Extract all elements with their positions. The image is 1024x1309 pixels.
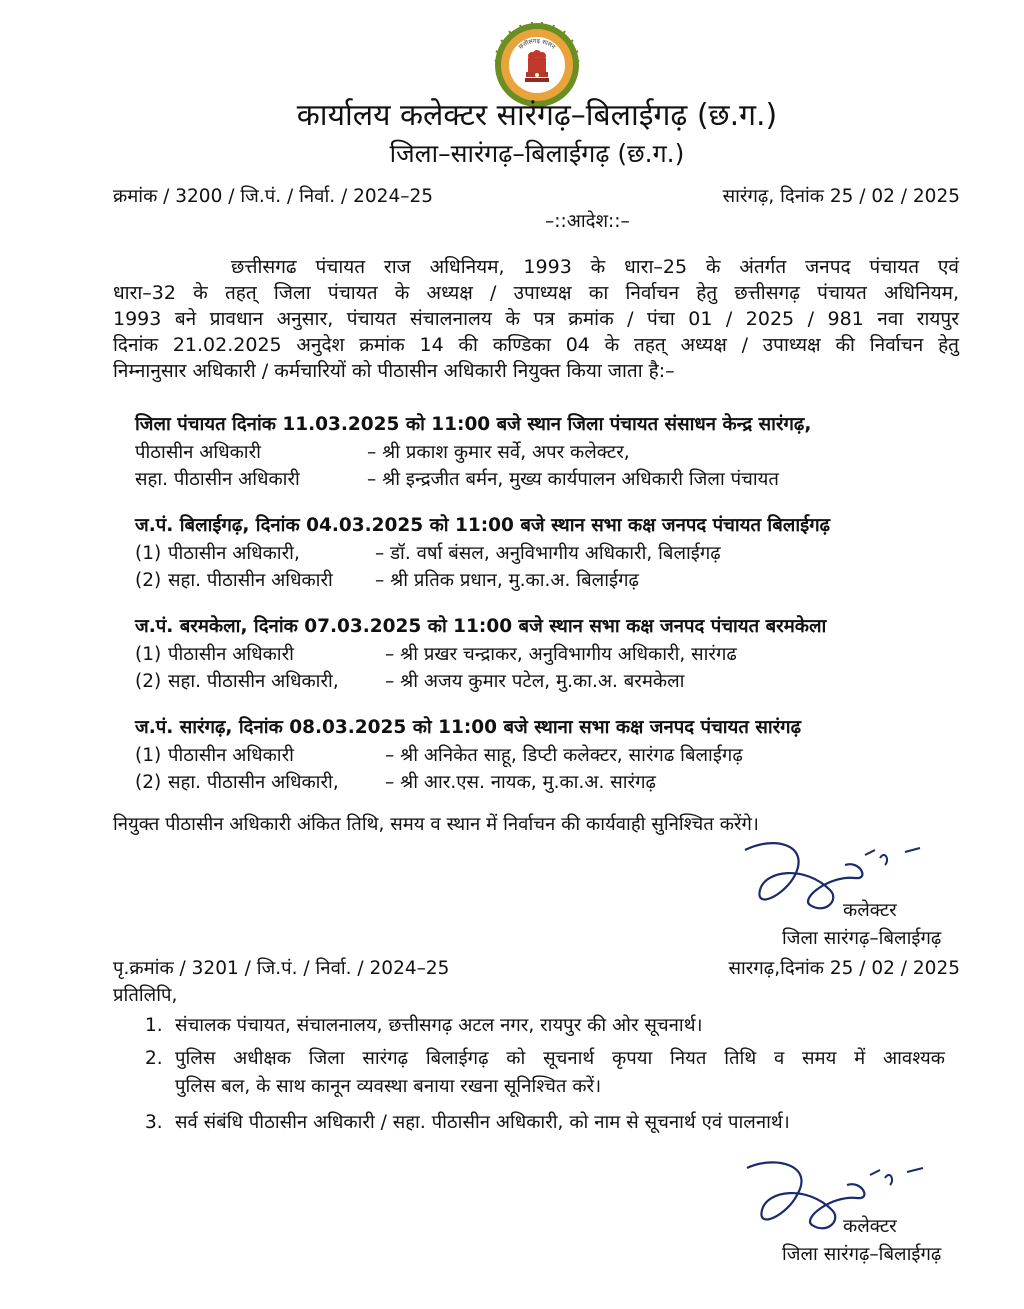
officer-role: सहा. पीठासीन अधिकारी,	[168, 671, 339, 692]
signature-district: जिला सारंगढ़–बिलाईगढ़	[782, 928, 942, 949]
copy-label: प्रतिलिपि,	[113, 985, 178, 1006]
officer-name: – श्री प्रखर चन्द्राकर, अनुविभागीय अधिकारी, सारंगढ	[385, 644, 737, 665]
officer-name: – डॉ. वर्षा बंसल, अनुविभागीय अधिकारी, बिलाईगढ़	[375, 543, 721, 564]
officer-role: पीठासीन अधिकारी,	[168, 543, 300, 564]
officer-role: पीठासीन अधिकारी	[168, 745, 294, 766]
officer-role: पीठासीन अधिकारी	[168, 644, 294, 665]
copy-item-text: सर्व संबंधि पीठासीन अधिकारी / सहा. पीठासीन अधिकारी, को नाम से सूचनार्थ एवं पालनार्थ।	[175, 1112, 790, 1133]
signature-title: कलेक्टर	[843, 1216, 897, 1237]
paragraph-line: दिनांक 21.02.2025 अनुदेश क्रमांक 14 की कण्डिका 04 के तहत् अध्यक्ष / उपाध्यक्ष की निर्वाचन हेतु	[113, 334, 959, 356]
section-heading: जिला पंचायत दिनांक 11.03.2025 को 11:00 बजे स्थान जिला पंचायत संसाधन केन्द्र सारंगढ़,	[135, 414, 812, 435]
officer-name: – श्री आर.एस. नायक, मु.का.अ. सारंगढ़	[385, 772, 656, 793]
copy-item-text: पुलिस बल, के साथ कानून व्यवस्था बनाया रखना सूनिश्चित करें।	[175, 1076, 602, 1097]
paragraph-line: छत्तीसगढ पंचायत राज अधिनियम, 1993 के धारा–25 के अंतर्गत जनपद पंचायत एवं	[231, 256, 959, 278]
copy-item-number: 2.	[145, 1048, 163, 1069]
row-number: (1)	[135, 745, 162, 766]
copy-item-text: पुलिस अधीक्षक जिला सारंगढ़ बिलाईगढ़ को सूचनार्थ कृपया नियत तिथि व समय में आवश्यक	[175, 1048, 945, 1069]
officer-role: सहा. पीठासीन अधिकारी	[168, 570, 333, 591]
officer-role: पीठासीन अधिकारी	[135, 442, 261, 463]
office-title: कार्यालय कलेक्टर सारंगढ़–बिलाईगढ़ (छ.ग.)	[296, 98, 778, 133]
copy-place-date: सारगढ़,दिनांक 25 / 02 / 2025	[728, 958, 960, 979]
officer-name: – श्री अनिकेत साहू, डिप्टी कलेक्टर, सारंगढ बिलाईगढ़	[385, 745, 743, 766]
section-heading: ज.पं. बिलाईगढ़, दिनांक 04.03.2025 को 11:00 बजे स्थान सभा कक्ष जनपद पंचायत बिलाईगढ़	[135, 515, 831, 536]
row-number: (2)	[135, 671, 162, 692]
paragraph-line: 1993 बने प्रावधान अनुसार, पंचायत संचालनालय के पत्र क्रमांक / पंचा 01 / 2025 / 981 नवा रायपुर	[113, 308, 959, 330]
signature-title: कलेक्टर	[843, 900, 897, 921]
paragraph-line: धारा–32 के तहत् जिला पंचायत के अध्यक्ष / उपाध्यक्ष का निर्वाचन हेतु छत्तीसगढ़ पंचायत अधिनियम,	[113, 282, 959, 304]
row-number: (2)	[135, 570, 162, 591]
order-place-date: सारंगढ़, दिनांक 25 / 02 / 2025	[722, 186, 960, 207]
officer-role: सहा. पीठासीन अधिकारी	[135, 469, 300, 490]
row-number: (2)	[135, 772, 162, 793]
section-heading: ज.पं. बरमकेला, दिनांक 07.03.2025 को 11:00 बजे स्थान सभा कक्ष जनपद पंचायत बरमकेला	[135, 616, 827, 637]
officer-name: – श्री अजय कुमार पटेल, मु.का.अ. बरमकेला	[385, 671, 685, 692]
order-number: क्रमांक / 3200 / जि.पं. / निर्वा. / 2024–25	[113, 186, 434, 207]
signature-district: जिला सारंगढ़–बिलाईगढ़	[782, 1244, 942, 1265]
order-paragraph	[113, 254, 959, 384]
district-subtitle: जिला–सारंगढ़–बिलाईगढ़ (छ.ग.)	[389, 139, 685, 168]
copy-item-number: 1.	[145, 1015, 163, 1036]
officer-role: सहा. पीठासीन अधिकारी,	[168, 772, 339, 793]
officer-name: – श्री प्रकाश कुमार सर्वे, अपर कलेक्टर,	[367, 442, 630, 463]
copy-number: पृ.क्रमांक / 3201 / जि.पं. / निर्वा. / 2024–25	[113, 958, 450, 979]
officer-name: – श्री प्रतिक प्रधान, मु.का.अ. बिलाईगढ़	[375, 570, 639, 591]
emblem-text: छत्तीसगढ़ शासन	[517, 37, 557, 51]
paragraph-line: निम्नानुसार अधिकारी / कर्मचारियों को पीठासीन अधिकारी नियुक्त किया जाता है:–	[113, 360, 675, 382]
copy-item-number: 3.	[145, 1112, 163, 1133]
closing-line: नियुक्त पीठासीन अधिकारी अंकित तिथि, समय व स्थान में निर्वाचन की कार्यवाही सुनिश्चित करेंगे।	[113, 814, 759, 835]
copy-item-text: संचालक पंचायत, संचालनालय, छत्तीसगढ़ अटल नगर, रायपुर की ओर सूचनार्थ।	[175, 1015, 703, 1036]
section-heading: ज.पं. सारंगढ़, दिनांक 08.03.2025 को 11:00 बजे स्थाना सभा कक्ष जनपद पंचायत सारंगढ़	[135, 717, 802, 738]
officer-name: – श्री इन्द्रजीत बर्मन, मुख्य कार्यपालन अधिकारी जिला पंचायत	[367, 469, 779, 490]
row-number: (1)	[135, 543, 162, 564]
row-number: (1)	[135, 644, 162, 665]
order-heading: –::आदेश::–	[545, 211, 630, 232]
